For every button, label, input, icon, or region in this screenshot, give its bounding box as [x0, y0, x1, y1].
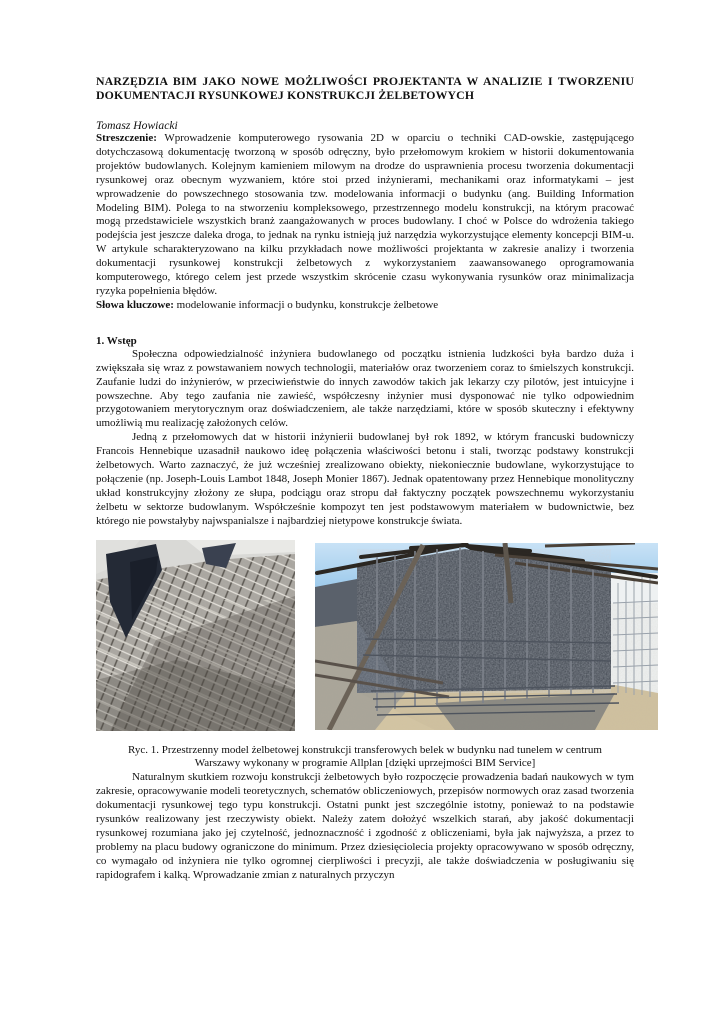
keywords-text: modelowanie informacji o budynku, konstrukcje żelbetowe — [173, 298, 439, 311]
author-name: Tomasz Howiacki — [96, 119, 178, 132]
abstract-paragraph — [96, 132, 634, 299]
section-1-paragraph-1: Społeczna odpowiedzialność inżyniera budowlanego od początku istnienia ludzkości była bardzo duża i zwiększała się wraz z powstawaniem nowych technologii, materiałów oraz tworzeniem coraz to śmielszych konstrukcji. Zaufanie ludzi do inżynierów, w przeciwieństwie do innych zawodów takich jak lekarzy czy pilotów, jest intuicyjne i powszechne. Aby tego zaufania nie zawieść, współczesny inżynier musi dysponować nie tylko odpowiednim przygotowaniem merytorycznym oraz doświadczeniem, ale także narzędziami, które w sposób skuteczny i efektywny umożliwią mu realizację założonych celów. — [96, 347, 634, 430]
figure-1-caption — [96, 744, 634, 772]
keywords-line — [96, 299, 634, 313]
title-line-1: NARZĘDZIA BIM JAKO NOWE MOŻLIWOŚCI PROJEKTANTA W ANALIZIE I TWORZENIU — [96, 74, 634, 88]
figure-1 — [96, 540, 634, 772]
figure-1-caption-line-2: Warszawy wykonany w programie Allplan [dzięki uprzejmości BIM Service] — [194, 757, 536, 770]
section-1-paragraph-3: Naturalnym skutkiem rozwoju konstrukcji żelbetowych było rozpoczęcie prowadzenia badań naukowych w tym zakresie, opracowywanie modeli teoretycznych, schematów obliczeniowych, przepisów normowych oraz zasad tworzenia dokumentacji rysunkowej tego typu konstrukcji. Ostatni punkt jest szczególnie istotny, ponieważ to na podstawie rysunków realizowany jest rzeczywisty obiekt. Należy zatem dołożyć wszelkich starań, aby jakość dokumentacji rysunkowej rozumiana jako jej czytelność, jednoznaczność i zgodność z obliczeniami, była jak najwyższa, a przez to problemy na placu budowy ograniczone do minimum. Przez dziesięciolecia projekty opracowywano w sposób odręczny, co wymagało od inżyniera nie tylko ogromnej cierpliwości i precyzji, ale także doświadczenia w posługiwaniu się rapidografem i kalką. Wprowadzanie zmian z naturalnych przyczyn — [96, 771, 634, 881]
figure-1-images — [96, 540, 658, 731]
page-title — [96, 74, 634, 102]
title-line-2: DOKUMENTACJI RYSUNKOWEJ KONSTRUKCJI ŻELBETOWYCH — [96, 88, 475, 102]
abstract-label: Streszczenie: — [96, 132, 157, 144]
section-1-heading: 1. Wstęp — [96, 334, 137, 347]
figure-1-left-image — [96, 540, 295, 731]
figure-1-right-image — [315, 543, 658, 730]
section-1-paragraph-2: Jedną z przełomowych dat w historii inżynierii budowlanej był rok 1892, w którym francuski budowniczy Francois Hennebique uzasadnił naukowo ideę połączenia właściwości betonu i stali, tworząc podstawy konstrukcji żelbetowych. Warto zaznaczyć, że już wcześniej zrealizowano obiekty, niekoniecznie budowlane, wykorzystujące to połączenie (np. Joseph-Louis Lambot 1848, Joseph Monier 1867). Jednak opatentowany przez Hennebique monolityczny układ konstrukcyjny złożony ze słupa, podciągu oraz stropu dał faktyczny początek powszechnemu wykorzystaniu żelbetu w sektorze budowlanym. Współcześnie kompozyt ten jest podstawowym materiałem w budownictwie, bez którego nie powstałyby najwspanialsze i najbardziej nietypowe konstrukcje świata. — [96, 431, 634, 527]
keywords-label: Słowa kluczowe: — [96, 298, 174, 311]
figure-1-caption-line-1: Ryc. 1. Przestrzenny model żelbetowej konstrukcji transferowych belek w budynku nad tunelem w centrum — [128, 743, 602, 756]
abstract-text: Wprowadzenie komputerowego rysowania 2D w oparciu o techniki CAD-owskie, zastępującego dotychczasową dokumentację tworzoną w sposób odręczny, było przełomowym krokiem w historii dokumentowania projektów budowlanych. Kolejnym kamieniem milowym na drodze do usprawnienia procesu tworzenia dokumentacji rysunkowej oraz obecnym wyzwaniem, które stoi przed inżynierami, mechanikami oraz informatykami – jest wprowadzenie do powszechnego stosowania tzw. modelowania informacji o budynku (ang. Building Information Modeling BIM). Polega to na stworzeniu kompleksowego, przestrzennego modelu konstrukcji, na którym pracować mogą przedstawiciele wszystkich branż zaangażowanych w proces budowlany. I choć w Polsce do wdrożenia takiego podejścia jest jeszcze daleka droga, to jednak na rynku istnieją już narzędzia wykorzystujące elementy koncepcji BIM-u. W artykule scharakteryzowano na kilku przykładach nowe możliwości projektanta w zakresie analizy i tworzenia dokumentacji rysunkowej konstrukcji żelbetowych z wykorzystaniem zaawansowanego oprogramowania komputerowego, którego celem jest przede wszystkim skrócenie czasu wykonywania rysunków oraz minimalizacja ryzyka popełnienia błędów. — [96, 132, 634, 297]
